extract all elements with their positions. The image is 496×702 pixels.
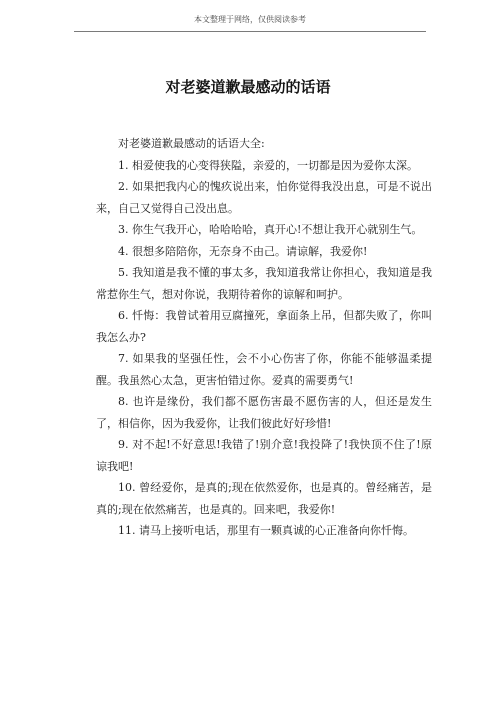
list-item: 2. 如果把我内心的愧疚说出来，怕你觉得我没出息，可是不说出来，自己又觉得自己没出息。 <box>96 180 432 215</box>
list-item: 10. 曾经爱你，是真的;现在依然爱你，也是真的。曾经痛苦，是真的;现在依然痛苦，也是真的。回来吧，我爱你! <box>96 481 432 516</box>
list-item: 3. 你生气我开心，哈哈哈哈，真开心!不想让我开心就别生气。 <box>118 223 423 236</box>
list-item: 5. 我知道是我不懂的事太多，我知道我常让你担心，我知道是我常惹你生气，想对你说，我期待着你的谅解和呵护。 <box>96 266 432 301</box>
document-body <box>96 133 432 542</box>
list-item: 1. 相爱使我的心变得狭隘，亲爱的，一切都是因为爱你太深。 <box>118 158 418 172</box>
page-header-note: 本文整理于网络，仅供阅读参考 <box>74 14 426 32</box>
list-item: 4. 很想多陪陪你，无奈身不由己。请谅解，我爱你! <box>118 244 368 258</box>
list-item: 11. 请马上接听电话，那里有一颗真诚的心正准备向你忏悔。 <box>118 524 414 537</box>
list-item: 9. 对不起!不好意思!我错了!别介意!我投降了!我快顶不住了!原谅我吧! <box>96 438 432 473</box>
list-item: 8. 也许是缘份，我们都不愿伤害最不愿伤害的人，但还是发生了，相信你，因为我爱你，让我们彼此好好珍惜! <box>96 395 432 430</box>
document-title: 对老婆道歉最感动的话语 <box>165 78 331 96</box>
intro-line: 对老婆道歉最感动的话语大全: <box>118 137 265 150</box>
list-item: 6. 忏悔：我曾试着用豆腐撞死，拿面条上吊，但都失败了，你叫我怎么办? <box>96 309 432 344</box>
list-item: 7. 如果我的坚强任性，会不小心伤害了你，你能不能够温柔提醒。我虽然心太急，更害怕错过你。爱真的需要勇气! <box>96 352 432 387</box>
